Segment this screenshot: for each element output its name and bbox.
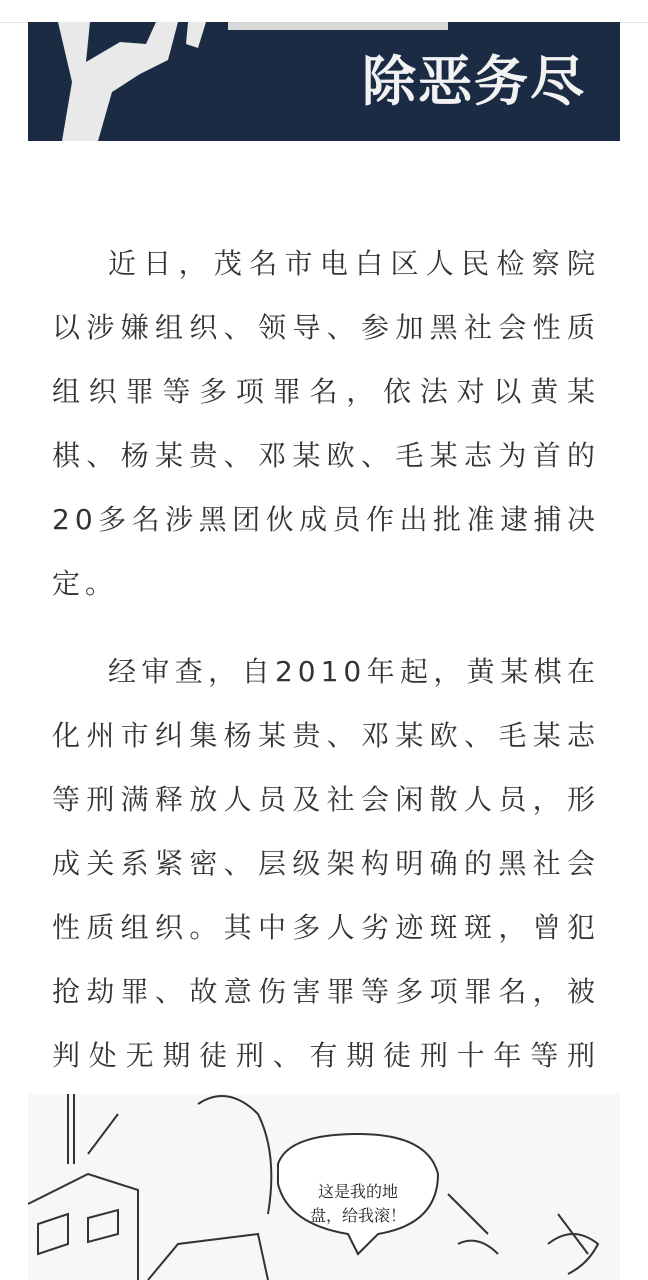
speech-bubble-text: 这是我的地盘，给我滚！ — [310, 1182, 407, 1225]
paragraph-1: 近日，茂名市电白区人民检察院以涉嫌组织、领导、参加黑社会性质组织罪等多项罪名，依法对以黄某棋、杨某贵、邓某欧、毛某志为首的20多名涉黑团伙成员作出批准逮捕决定。 — [52, 247, 600, 600]
paragraph-2: 经审查，自2010年起，黄某棋在化州市纠集杨某贵、邓某欧、毛某志等刑满释放人员及社会闲散人员，形成关系紧密、层级架构明确的黑社会性质组织。其中多人劣迹斑斑，曾犯抢劫罪、故意伤害罪等多项罪名，被判处无期徒刑、有期徒刑十年等刑 — [52, 655, 600, 1072]
banner-image — [28, 22, 620, 141]
top-bar — [0, 0, 648, 23]
banner-title: 除恶务尽 — [362, 50, 586, 113]
comic-illustration — [28, 1094, 620, 1280]
article-body — [52, 232, 600, 1152]
